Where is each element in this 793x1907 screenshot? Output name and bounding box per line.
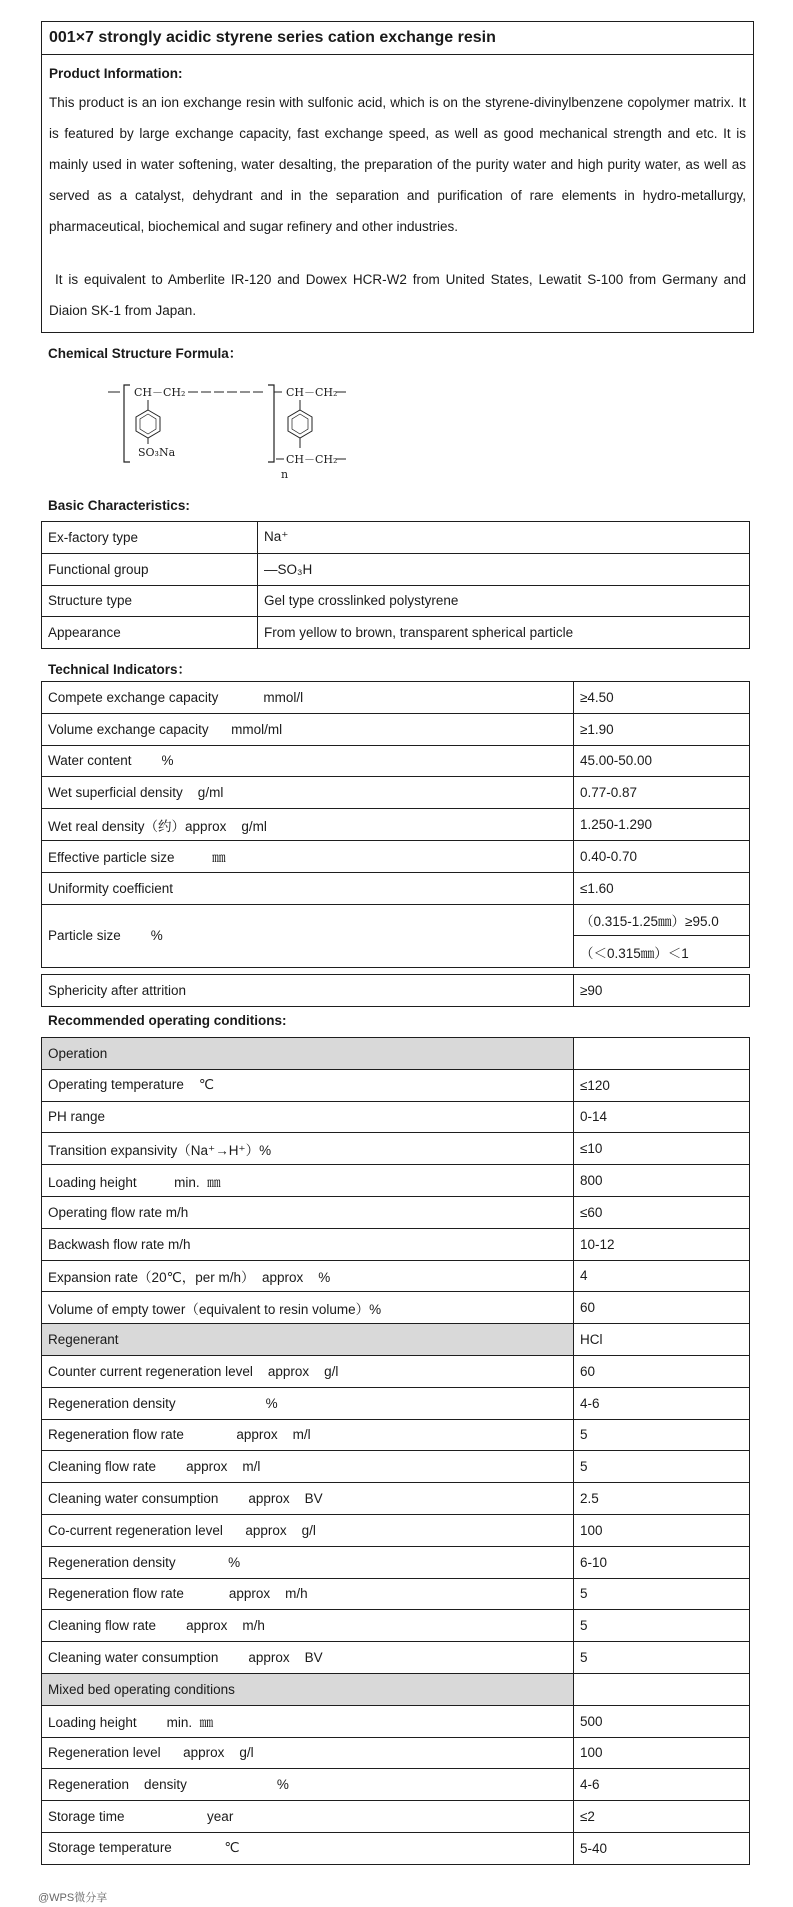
table-cell-value: （0.315-1.25㎜）≥95.0 — [574, 904, 750, 936]
operating-conditions-heading: Recommended operating conditions: — [48, 1013, 287, 1028]
table-row — [42, 713, 750, 745]
table-row — [42, 1165, 750, 1197]
chemical-structure-heading: Chemical Structure Formula： — [48, 346, 243, 361]
table-cell-label: Wet superficial density g/ml — [42, 777, 574, 809]
table-cell-label: Cleaning flow rate approx m/l — [42, 1451, 574, 1483]
table-row — [42, 1419, 750, 1451]
table-cell-value: ≥1.90 — [574, 713, 750, 745]
table-cell-value: Gel type crosslinked polystyrene — [258, 585, 750, 617]
table-row — [42, 1451, 750, 1483]
table-cell-label: Compete exchange capacity mmol/l — [42, 682, 574, 714]
technical-indicators-table — [41, 681, 750, 968]
table-row — [42, 1769, 750, 1801]
table-row — [42, 522, 750, 554]
structure-crosslink-chain: CH－CH₂ — [286, 453, 338, 466]
table-cell-value: HCl — [574, 1324, 750, 1356]
table-cell-label: Expansion rate（20℃，per m/h） approx % — [42, 1260, 574, 1292]
table-cell-value: 5 — [574, 1610, 750, 1642]
product-info-block — [42, 55, 753, 332]
table-cell-label: PH range — [42, 1101, 574, 1133]
table-cell-value — [574, 1673, 750, 1705]
table-row — [42, 1832, 750, 1864]
table-row — [42, 1292, 750, 1324]
table-cell-value: ≤1.60 — [574, 872, 750, 904]
table-row — [42, 1673, 750, 1705]
table-cell-label: Regenerant — [42, 1324, 574, 1356]
product-info-paragraph: This product is an ion exchange resin with sulfonic acid, which is on the styrene-divinylbenzene copolymer matrix. It is featured by large exchange capacity, fast exchange speed, as well as good mechanical strength and etc. It is mainly used in water softening, water desalting, the preparation of the purity water and high purity water, as well as served as a catalyst, dehydrant and in the separation and purification of rare elements in hydro-metallurgy, pharmaceutical, biochemical and sugar refinery and other industries. — [49, 95, 746, 234]
table-row — [42, 975, 750, 1007]
table-cell-label: Loading height min. ㎜ — [42, 1705, 574, 1737]
table-cell-label: Transition expansivity（Na⁺→H⁺）% — [42, 1133, 574, 1165]
table-cell-label: Backwash flow rate m/h — [42, 1228, 574, 1260]
table-row — [42, 904, 750, 936]
table-row — [42, 1387, 750, 1419]
table-row — [42, 1133, 750, 1165]
table-row — [42, 1228, 750, 1260]
table-row — [42, 1196, 750, 1228]
table-row — [42, 745, 750, 777]
product-info-heading: Product Information: — [49, 66, 183, 81]
table-cell-value: 60 — [574, 1355, 750, 1387]
table-cell-label: Particle size % — [42, 904, 574, 968]
table-row — [42, 1101, 750, 1133]
table-cell-label: Operation — [42, 1038, 574, 1070]
table-row — [42, 1801, 750, 1833]
structure-right-chain: CH－CH₂ — [286, 386, 338, 399]
structure-sulfonate-group: SO₃Na — [138, 446, 176, 459]
table-cell-label: Counter current regeneration level approx g/l — [42, 1355, 574, 1387]
table-cell-label: Operating flow rate m/h — [42, 1196, 574, 1228]
table-cell-value: From yellow to brown, transparent spherical particle — [258, 617, 750, 649]
table-cell-value: ≥4.50 — [574, 682, 750, 714]
table-row — [42, 1578, 750, 1610]
table-cell-label: Structure type — [42, 585, 258, 617]
table-cell-label: Co-current regeneration level approx g/l — [42, 1514, 574, 1546]
table-cell-value: ≤2 — [574, 1801, 750, 1833]
table-cell-value: 4 — [574, 1260, 750, 1292]
table-cell-value: 100 — [574, 1737, 750, 1769]
table-cell-value: ≤60 — [574, 1196, 750, 1228]
technical-indicators-heading: Technical Indicators： — [48, 662, 192, 677]
table-cell-label: Cleaning water consumption approx BV — [42, 1642, 574, 1674]
table-cell-value: ≤10 — [574, 1133, 750, 1165]
table-cell-label: Volume exchange capacity mmol/ml — [42, 713, 574, 745]
table-row — [42, 872, 750, 904]
table-row — [42, 617, 750, 649]
table-row — [42, 1483, 750, 1515]
table-row — [42, 1642, 750, 1674]
table-cell-value: 0.77-0.87 — [574, 777, 750, 809]
table-cell-value: 5 — [574, 1578, 750, 1610]
table-cell-label: Effective particle size ㎜ — [42, 840, 574, 872]
table-cell-value: 5-40 — [574, 1832, 750, 1864]
basic-characteristics-table — [41, 521, 750, 649]
structure-left-chain: CH－CH₂ — [134, 386, 186, 399]
table-cell-value: ≤120 — [574, 1069, 750, 1101]
table-cell-label: Storage time year — [42, 1801, 574, 1833]
table-cell-label: Appearance — [42, 617, 258, 649]
table-cell-label: Regeneration density % — [42, 1769, 574, 1801]
document-title: 001×7 strongly acidic styrene series cation exchange resin — [42, 22, 753, 55]
table-row — [42, 1038, 750, 1070]
table-row — [42, 1069, 750, 1101]
table-cell-label: Sphericity after attrition — [42, 975, 574, 1007]
table-cell-value: 2.5 — [574, 1483, 750, 1515]
table-row — [42, 777, 750, 809]
table-row — [42, 553, 750, 585]
table-cell-value: 60 — [574, 1292, 750, 1324]
table-cell-label: Regeneration density % — [42, 1387, 574, 1419]
table-cell-value: （＜0.315㎜）＜1 — [574, 936, 750, 968]
table-row — [42, 1737, 750, 1769]
table-cell-value — [574, 1038, 750, 1070]
table-cell-value: 10-12 — [574, 1228, 750, 1260]
table-cell-label: Ex-factory type — [42, 522, 258, 554]
table-cell-value: 5 — [574, 1419, 750, 1451]
table-cell-label: Operating temperature ℃ — [42, 1069, 574, 1101]
chemical-structure-diagram — [100, 372, 400, 482]
table-cell-value: 4-6 — [574, 1387, 750, 1419]
table-row — [42, 585, 750, 617]
table-cell-label: Storage temperature ℃ — [42, 1832, 574, 1864]
table-cell-value: 0.40-0.70 — [574, 840, 750, 872]
structure-repeat-index: n — [281, 468, 289, 481]
table-cell-label: Regeneration density % — [42, 1546, 574, 1578]
table-cell-value: Na⁺ — [258, 522, 750, 554]
table-cell-value: 500 — [574, 1705, 750, 1737]
table-cell-label: Cleaning water consumption approx BV — [42, 1483, 574, 1515]
table-cell-value: 5 — [574, 1642, 750, 1674]
table-cell-label: Cleaning flow rate approx m/h — [42, 1610, 574, 1642]
table-cell-value: —SO₃H — [258, 553, 750, 585]
table-cell-value: 4-6 — [574, 1769, 750, 1801]
table-cell-label: Water content % — [42, 745, 574, 777]
watermark: @WPS微分享 — [38, 1892, 108, 1904]
table-row — [42, 1705, 750, 1737]
table-cell-label: Regeneration flow rate approx m/h — [42, 1578, 574, 1610]
operating-conditions-table — [41, 1037, 750, 1865]
table-cell-value: 1.250-1.290 — [574, 809, 750, 841]
table-cell-label: Regeneration flow rate approx m/l — [42, 1419, 574, 1451]
table-cell-label: Functional group — [42, 553, 258, 585]
table-cell-value: ≥90 — [574, 975, 750, 1007]
table-row — [42, 1610, 750, 1642]
title-box — [41, 21, 754, 333]
table-cell-label: Wet real density（约）approx g/ml — [42, 809, 574, 841]
table-cell-label: Mixed bed operating conditions — [42, 1673, 574, 1705]
table-row — [42, 1546, 750, 1578]
table-row — [42, 1355, 750, 1387]
table-cell-value: 45.00-50.00 — [574, 745, 750, 777]
sphericity-table — [41, 974, 750, 1007]
table-cell-label: Uniformity coefficient — [42, 872, 574, 904]
table-cell-value: 6-10 — [574, 1546, 750, 1578]
table-row — [42, 1514, 750, 1546]
basic-characteristics-heading: Basic Characteristics: — [48, 498, 190, 513]
table-row — [42, 840, 750, 872]
table-row — [42, 682, 750, 714]
table-cell-value: 100 — [574, 1514, 750, 1546]
table-row — [42, 1260, 750, 1292]
table-cell-label: Loading height min. ㎜ — [42, 1165, 574, 1197]
table-cell-value: 800 — [574, 1165, 750, 1197]
table-cell-label: Volume of empty tower（equivalent to resin volume）% — [42, 1292, 574, 1324]
table-row — [42, 809, 750, 841]
table-row — [42, 1324, 750, 1356]
table-cell-label: Regeneration level approx g/l — [42, 1737, 574, 1769]
equivalents-paragraph: It is equivalent to Amberlite IR-120 and Dowex HCR-W2 from United States, Lewatit S-100 from Germany and Diaion SK-1 from Japan. — [49, 272, 746, 318]
table-cell-value: 5 — [574, 1451, 750, 1483]
table-cell-value: 0-14 — [574, 1101, 750, 1133]
